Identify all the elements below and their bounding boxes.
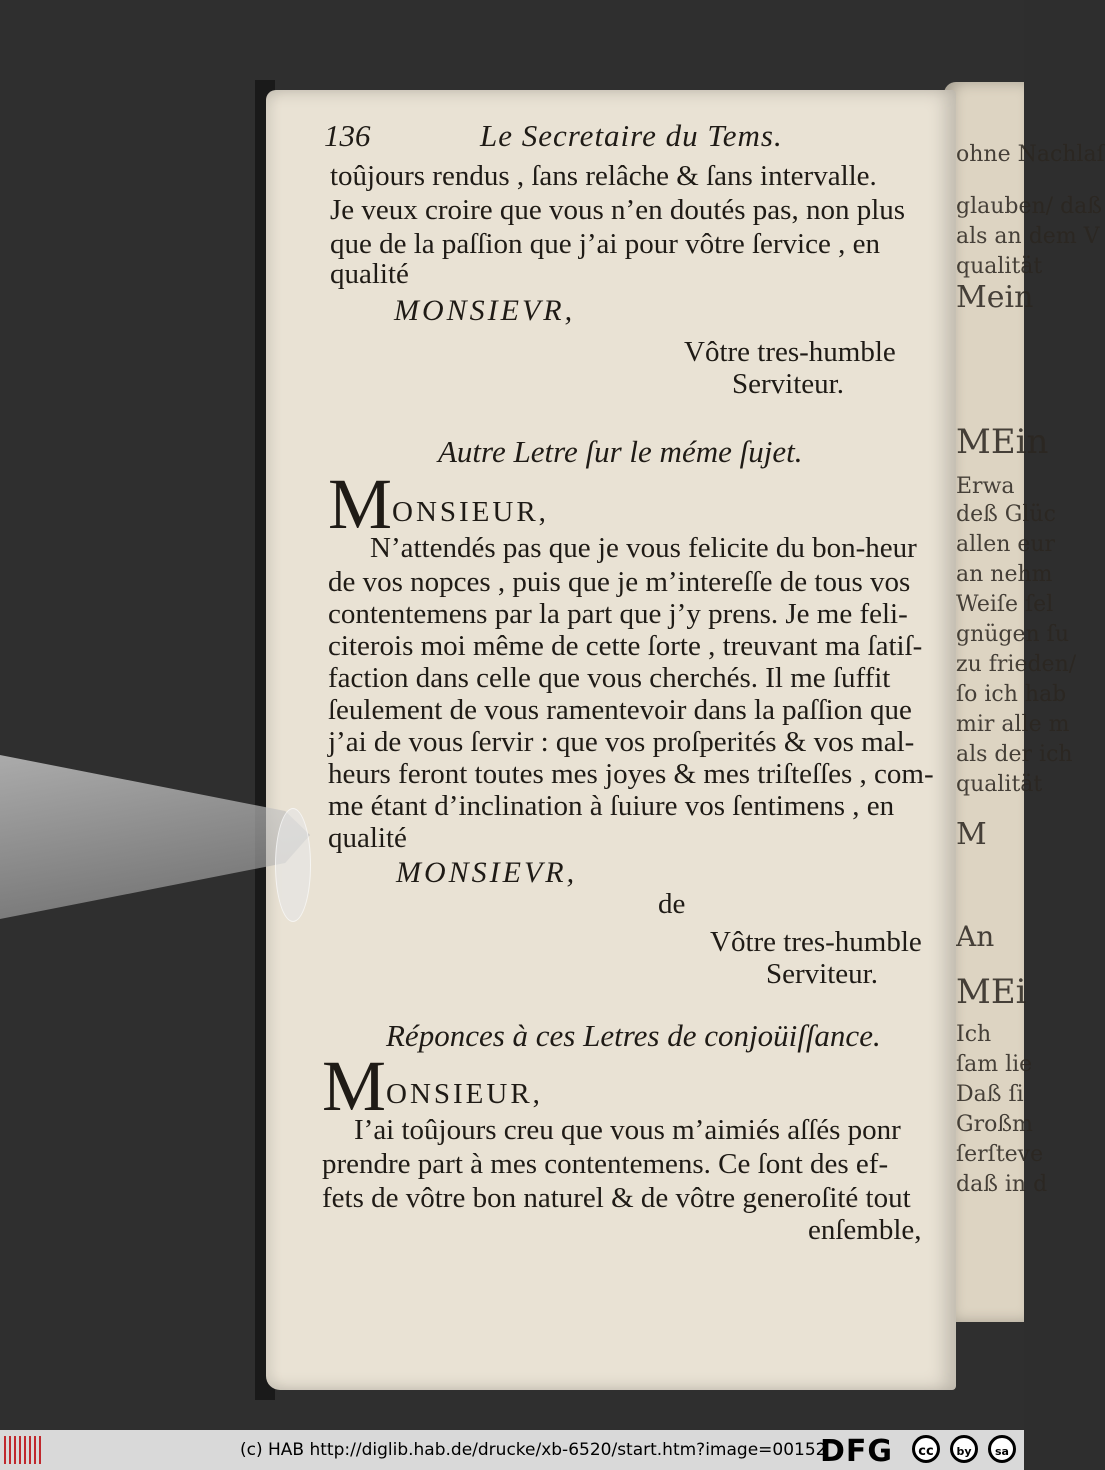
facing-line: Erwa xyxy=(956,474,1015,499)
facing-line: Mein xyxy=(956,280,1034,315)
book-page xyxy=(266,90,956,1390)
letter-heading: Autre Letre ſur le méme ſujet. xyxy=(438,434,803,469)
facing-line: MEin xyxy=(956,422,1049,462)
facing-line: ſo ich hab xyxy=(956,682,1067,707)
text-line: que de la paſſion que j’ai pour vôtre ſervice , en xyxy=(330,228,880,260)
closing-de: de xyxy=(658,888,686,920)
drop-cap: M xyxy=(328,464,393,544)
letter-opening: ONSIEUR, xyxy=(392,496,549,528)
facing-line: gnügen ſu xyxy=(956,622,1069,647)
facing-line: ſam lie xyxy=(956,1052,1033,1077)
dfg-logo: DFG xyxy=(820,1434,894,1469)
hab-barcode-icon xyxy=(4,1436,42,1464)
closing-line: Serviteur. xyxy=(732,368,844,400)
sa-license-icon[interactable]: sa xyxy=(988,1435,1016,1463)
closing-line: Vôtre tres-humble xyxy=(684,336,896,368)
text-line: ſeulement de vous ramentevoir dans la paſſion que xyxy=(328,694,912,726)
facing-line: Weiſe ſel xyxy=(956,592,1054,617)
text-line: enſemble, xyxy=(808,1214,922,1246)
text-line: de vos nopces , puis que je m’intereſſe de tous vos xyxy=(328,566,911,598)
salutation: MONSIEVR, xyxy=(396,856,578,889)
text-line: contentemens par la part que j’y prens. Je me feli- xyxy=(328,598,908,630)
facing-line: daß in d xyxy=(956,1172,1048,1197)
facing-line: ohne Nachlaſ xyxy=(956,142,1105,167)
text-line: N’attendés pas que je vous felicite du bon-heur xyxy=(370,532,917,564)
copyright-credit[interactable]: (c) HAB http://diglib.hab.de/drucke/xb-6520/start.htm?image=00152 xyxy=(240,1440,827,1460)
facing-line: mir alle m xyxy=(956,712,1070,737)
facing-line: ſerſteve xyxy=(956,1142,1044,1167)
facing-line: qualität xyxy=(956,254,1043,279)
running-head: Le Secretaire du Tems. xyxy=(480,118,783,153)
facing-line: als der ich xyxy=(956,742,1073,767)
text-line: fets de vôtre bon naturel & de vôtre generoſité tout xyxy=(322,1182,911,1214)
page-number: 136 xyxy=(324,118,371,153)
text-line: me étant d’inclination à ſuiure vos ſentimens , en xyxy=(328,790,895,822)
facing-line: M xyxy=(956,817,987,852)
facing-line: glauben/ daß xyxy=(956,194,1102,219)
text-line: citerois moi même de cette ſorte , treuvant ma ſatiſ- xyxy=(328,630,923,662)
facing-line: als an dem V xyxy=(956,224,1100,249)
closing-line: Vôtre tres-humble xyxy=(710,926,922,958)
facing-line: Großm xyxy=(956,1112,1033,1137)
text-line: faction dans celle que vous cherchés. Il me ſuffit xyxy=(328,662,891,694)
cc-license-icon[interactable]: cc xyxy=(912,1435,940,1463)
facing-line: An xyxy=(956,920,995,953)
facing-line: Ich xyxy=(956,1022,992,1047)
salutation: MONSIEVR, xyxy=(394,294,576,327)
text-line: toûjours rendus , ſans relâche & ſans intervalle. xyxy=(330,160,877,192)
facing-page xyxy=(944,82,1105,1322)
letter-heading: Réponces à ces Letres de conjoüiſſance. xyxy=(386,1018,881,1053)
facing-line: deß Glüc xyxy=(956,502,1056,527)
text-line: heurs feront toutes mes joyes & mes triſteſſes , com- xyxy=(328,758,934,790)
letter-opening: ONSIEUR, xyxy=(386,1078,543,1110)
facing-line: Daß ſi xyxy=(956,1082,1024,1107)
text-line: prendre part à mes contentemens. Ce ſont des ef- xyxy=(322,1148,889,1180)
text-line: I’ai toûjours creu que vous m’aimiés aſſés ponr xyxy=(354,1114,901,1146)
facing-line: an nehm xyxy=(956,562,1053,587)
text-line: qualité xyxy=(330,258,409,290)
text-line: j’ai de vous ſervir : que vos proſperités & vos mal- xyxy=(328,726,915,758)
footer-bar xyxy=(0,1430,1024,1470)
facing-line: zu frieden/ xyxy=(956,652,1077,677)
closing-line: Serviteur. xyxy=(766,958,878,990)
text-line: qualité xyxy=(328,822,407,854)
drop-cap: M xyxy=(322,1046,387,1126)
facing-line: allen eur xyxy=(956,532,1056,557)
facing-line: qualität xyxy=(956,772,1043,797)
page-holder-clip-tip xyxy=(275,808,311,922)
text-line: Je veux croire que vous n’en doutés pas, non plus xyxy=(330,194,906,226)
by-license-icon[interactable]: by xyxy=(950,1435,978,1463)
facing-line: MEi xyxy=(956,972,1027,1012)
